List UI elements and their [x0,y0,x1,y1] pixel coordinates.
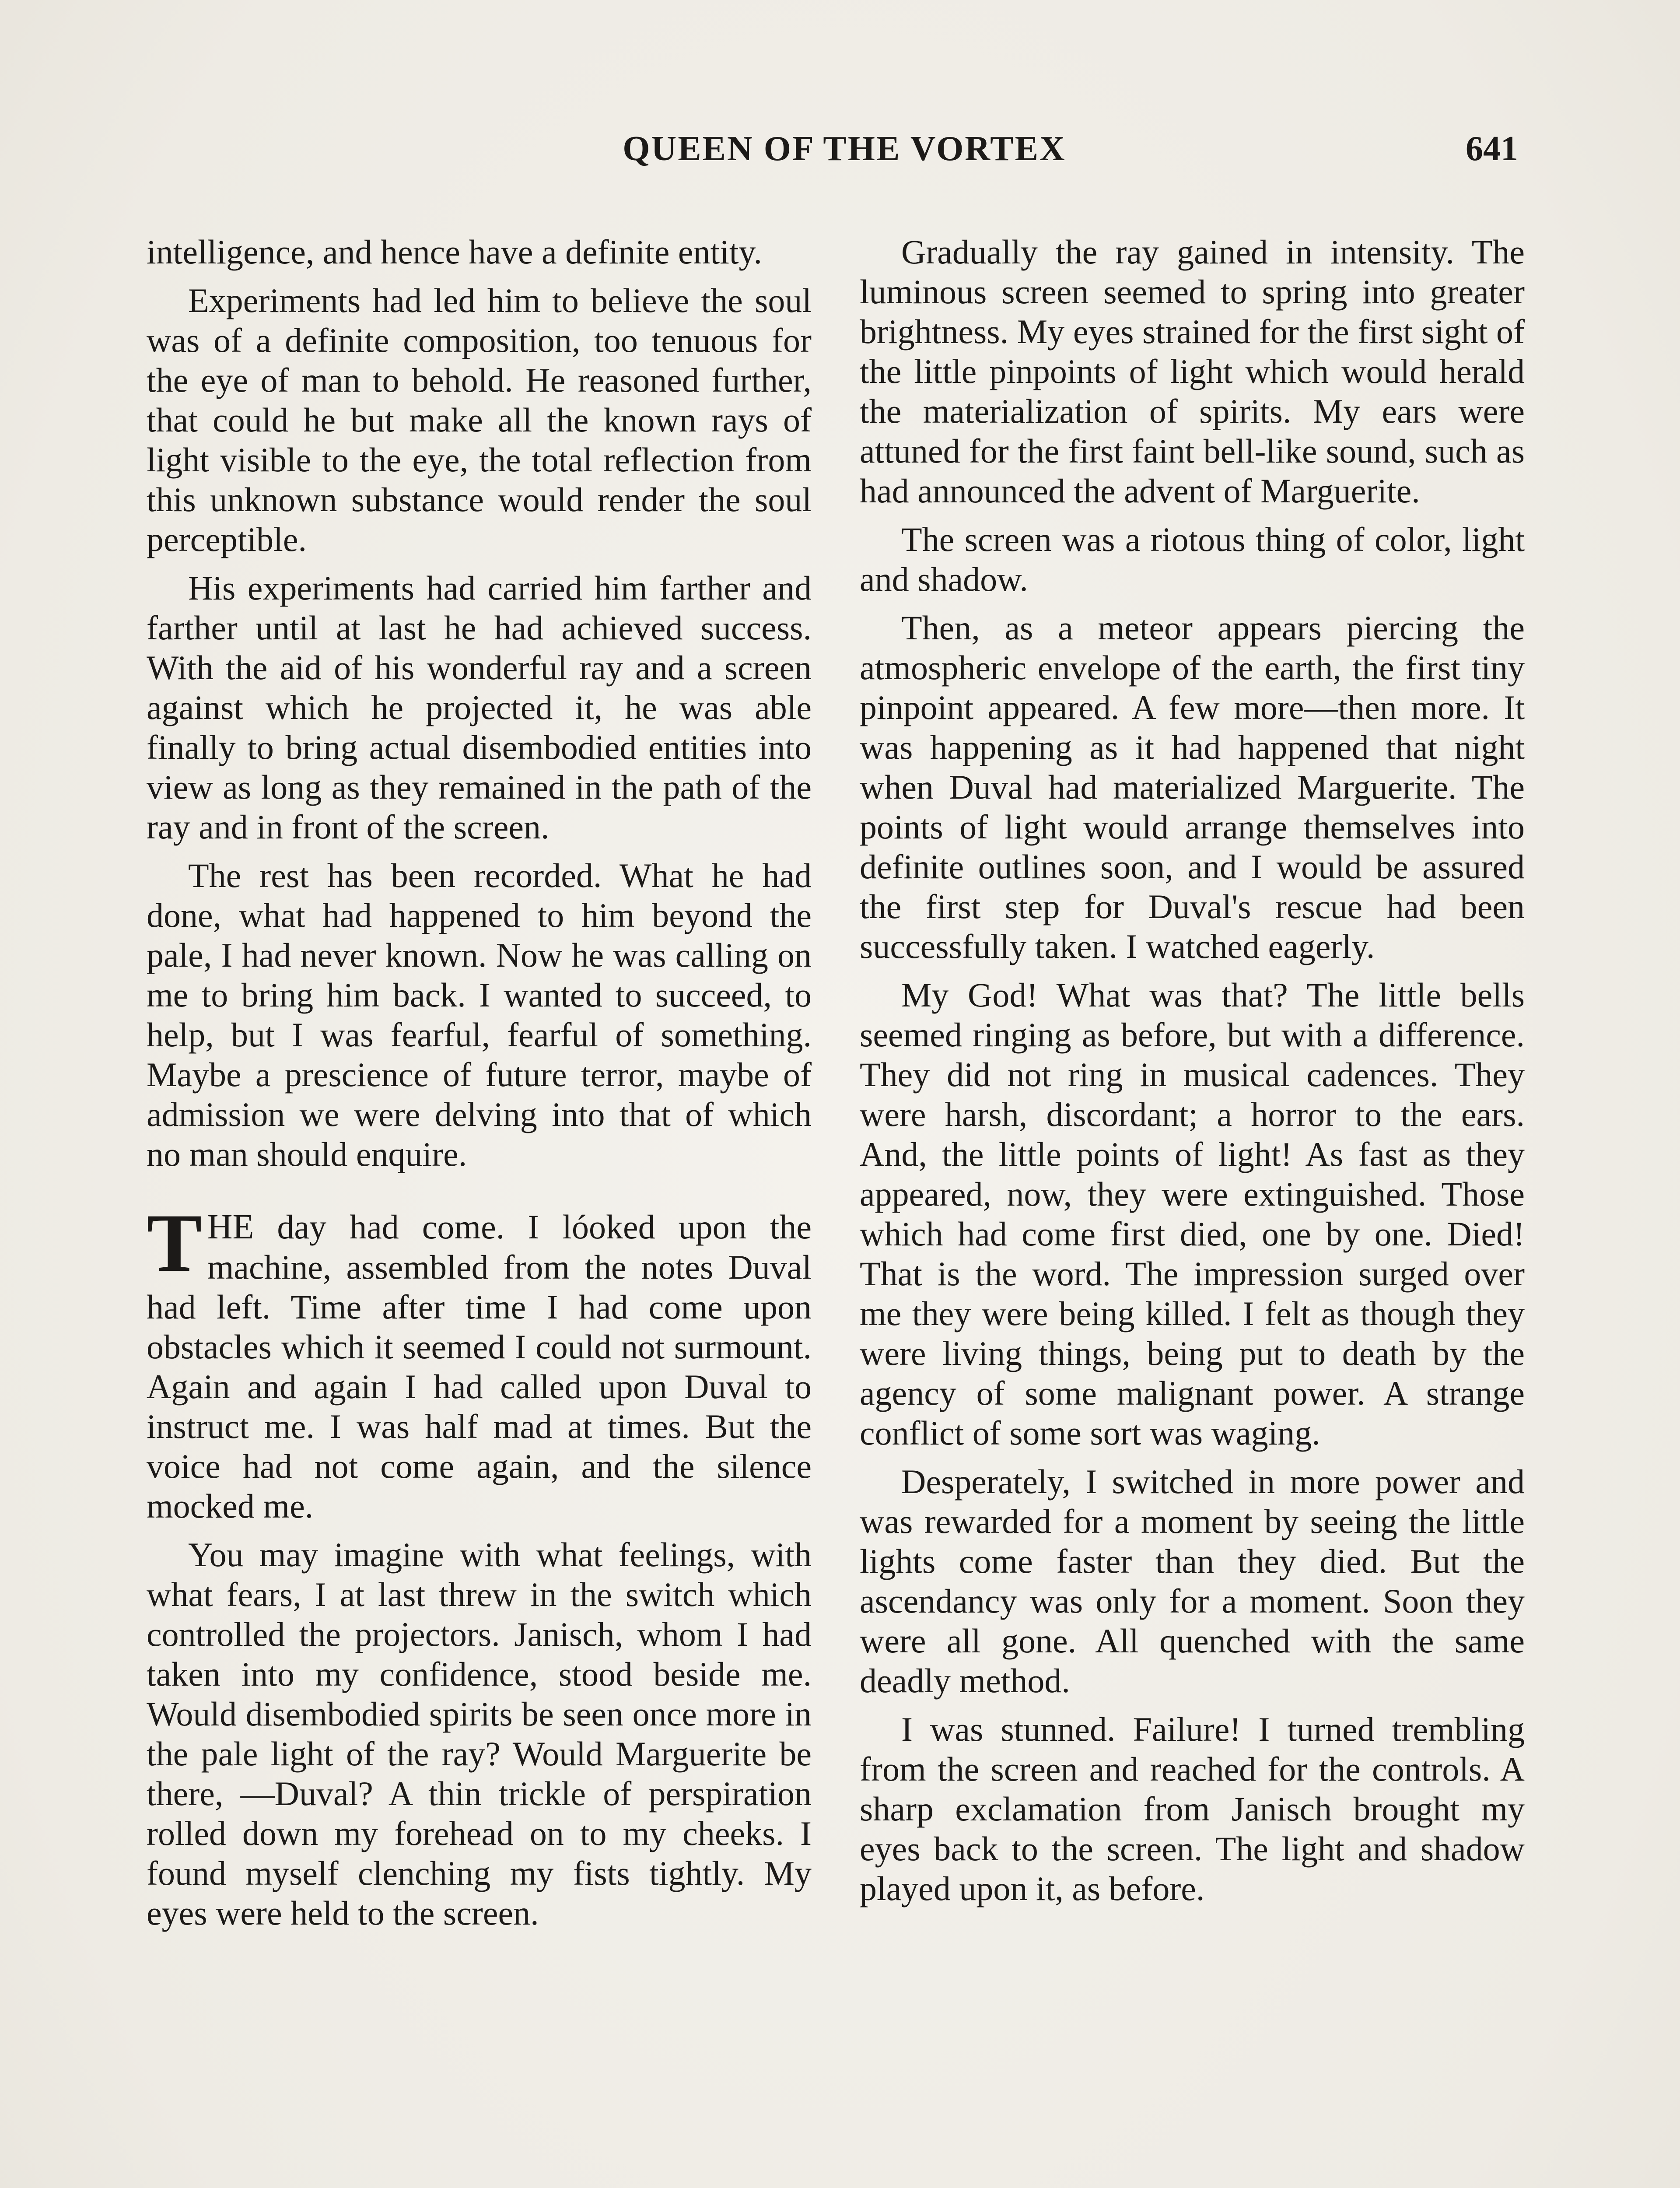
left-paragraph-1: intelligence, and hence have a definite entity. [147,233,762,271]
drop-cap-letter: T [147,1197,202,1289]
left-paragraph-3: His experiments had carried him farther and farther until at last he had achieved success. With the aid of his wonderful ray and a screen against which he projected it, he was able finally to bring actual disembodied entities into view as long as they remained in the path of the ray and in front of the screen. [147,569,812,846]
left-paragraph-2: Experiments had led him to believe the soul was of a definite composition, too tenuous for the eye of man to behold. He reasoned further, that could he but make all the known rays of light visible to the eye, the total reflection from this unknown substance would render the soul perceptible. [147,281,812,558]
right-column [860,232,1525,1917]
left-column [147,232,812,1942]
left-paragraph-6: You may imagine with what feelings, with what fears, I at last threw in the switch which controlled the projectors. Janisch, whom I had taken into my confidence, stood beside me. Would disembodied spirits be seen once more in the pale light of the ray? Would Marguerite be there, —Duval? A thin trickle of perspiration rolled down my forehead on to my cheeks. I found myself clenching my fists tightly. My eyes were held to the screen. [147,1536,812,1932]
right-paragraph-3: Then, as a meteor appears piercing the atmospheric envelope of the earth, the first tiny pinpoint appeared. A few more—then more. It was happening as it had happened that night when Duval had materialized Marguerite. The points of light would arrange themselves into definite outlines soon, and I would be assured the first step for Duval's rescue had been successfully taken. I watched eagerly. [860,609,1525,965]
right-paragraph-1: Gradually the ray gained in intensity. The luminous screen seemed to spring into greater brightness. My eyes strained for the first sight of the little pinpoints of light which would herald the materialization of spirits. My ears were attuned for the first faint bell-like sound, such as had announced the advent of Marguerite. [860,233,1525,510]
left-paragraph-5-text: day had come. I lóoked upon the machine, assembled from the notes Duval had left. Time after time I had come upon obstacles which it seemed I could not surmount. Again and again I had called upon Duval to instruct me. I was half mad at times. But the voice had not come again, and the silence mocked me. [147,1208,812,1525]
right-paragraph-6: I was stunned. Failure! I turned trembling from the screen and reached for the controls. A sharp exclamation from Janisch brought my eyes back to the screen. The light and shadow played upon it, as before. [860,1710,1525,1907]
small-caps-lead: HE [207,1208,254,1246]
running-head-title: QUEEN OF THE VORTEX [623,130,1066,168]
right-paragraph-5: Desperately, I switched in more power and was rewarded for a moment by seeing the little lights come faster than they died. But the ascendancy was only for a moment. Soon they were all gone. All quenched with the same deadly method. [860,1462,1525,1700]
right-paragraph-2: The screen was a riotous thing of color, light and shadow. [860,520,1525,598]
page-number: 641 [1466,130,1518,168]
left-paragraph-4: The rest has been recorded. What he had done, what had happened to him beyond the pale, I had never known. Now he was calling on me to bring him back. I wanted to succeed, to help, but I was fearful, fearful of something. Maybe a prescience of future terror, maybe of admission we were delving into that of which no man should enquire. [147,856,812,1173]
left-paragraph-5-section-start [147,1197,812,1526]
right-paragraph-4: My God! What was that? The little bells seemed ringing as before, but with a difference. They did not ring in musical cadences. They were harsh, discordant; a horror to the ears. And, the little points of light! As fast as they appeared, now, they were extinguished. Those which had come first died, one by one. Died! That is the word. The impression surged over me they were being killed. I felt as though they were living things, being put to death by the agency of some malignant power. A strange conflict of some sort was waging. [860,976,1525,1452]
